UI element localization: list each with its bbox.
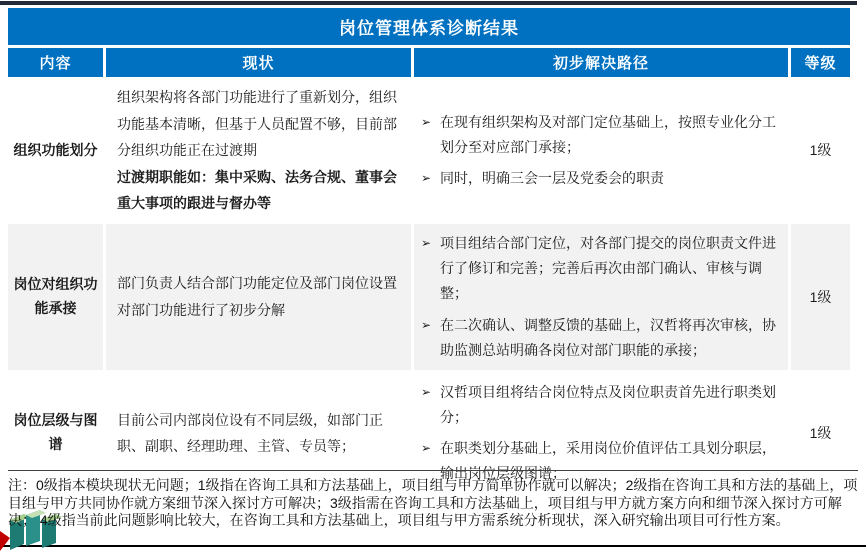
solution-cell bbox=[414, 80, 788, 221]
level-badge: 1级 bbox=[809, 142, 832, 159]
slide-bottom-rule bbox=[0, 545, 866, 547]
status-cell bbox=[106, 224, 411, 370]
table-row-position-function-mapping bbox=[8, 224, 850, 370]
row-title: 岗位层级与图谱 bbox=[13, 412, 98, 453]
row-title: 岗位对组织功能承接 bbox=[8, 224, 103, 370]
solution-item bbox=[421, 313, 782, 363]
status-text-bold: 过渡期职能如：集中采购、法务合规、董事会重大事项的跟进与督办等 bbox=[117, 168, 397, 212]
table-row-organization-function bbox=[8, 80, 850, 221]
level-badge: 1级 bbox=[791, 224, 850, 370]
solution-text: 项目组结合部门定位，对各部门提交的岗位职责文件进行了修订和完善；完善后再次由部门确认、审核与调整； bbox=[440, 234, 776, 302]
page-title: 岗位管理体系诊断结果 bbox=[8, 8, 850, 45]
status-text: 目前公司内部岗位设有不同层级，如部门正职、副职、经理助理、主管、专员等； bbox=[117, 411, 383, 455]
arrow-bullet-icon: ➢ bbox=[421, 317, 432, 332]
footnote: 注：0级指本模块现状无问题；1级指在咨询工具和方法基础上，项目组与甲方简单协作就可以解决；2级指在咨询工具和方法的基础上，项目组与甲方共同协作就方案细节深入探讨方可解决；3级指需在咨询工具和方法基础上，项目组与甲方就方案方向和细节深入探讨方可解决； 4级指当前此问题影响比较大，在咨询工具和方法基础上，项目组与甲方需系统分析现状，深入研究输出项目可行性方案。 bbox=[8, 470, 858, 530]
solution-item bbox=[421, 231, 782, 307]
solution-item bbox=[421, 166, 782, 191]
solution-text: 同时，明确三会一层及党委会的职责 bbox=[440, 170, 664, 187]
solution-text: 在二次确认、调整反馈的基础上，汉哲将再次审核，协助监测总站明确各岗位对部门职能的承接； bbox=[440, 316, 776, 358]
solution-cell bbox=[414, 224, 788, 370]
solution-text: 在职类划分基础上，采用岗位价值评估工具划分职层，输出岗位层级图谱； bbox=[440, 440, 776, 482]
slide-top-accent-bar bbox=[0, 1, 857, 5]
status-text: 组织架构将各部门功能进行了重新划分，组织功能基本清晰，但基于人员配置不够，目前部分组织功能正在过渡期 bbox=[117, 89, 397, 159]
status-text: 部门负责人结合部门功能定位及部门岗位设置对部门功能进行了初步分解 bbox=[117, 275, 397, 318]
arrow-bullet-icon: ➢ bbox=[421, 441, 432, 456]
solution-item bbox=[421, 110, 782, 160]
header-level: 等级 bbox=[791, 48, 850, 77]
header-solution: 初步解决路径 bbox=[414, 48, 788, 77]
arrow-bullet-icon: ➢ bbox=[421, 114, 432, 129]
header-status: 现状 bbox=[106, 48, 411, 77]
arrow-bullet-icon: ➢ bbox=[421, 235, 432, 250]
solution-text: 汉哲项目组将结合岗位特点及岗位职责首先进行职类划分； bbox=[440, 383, 776, 426]
diagnosis-table-slide bbox=[8, 8, 850, 497]
row-title: 组织功能划分 bbox=[13, 141, 98, 158]
arrow-bullet-icon: ➢ bbox=[421, 384, 432, 399]
level-badge: 1级 bbox=[809, 425, 832, 442]
status-cell bbox=[106, 80, 411, 221]
table-header-row bbox=[8, 48, 850, 77]
header-content: 内容 bbox=[8, 48, 103, 77]
solution-text: 在现有组织架构及对部门定位基础上，按照专业化分工划分至对应部门承接； bbox=[440, 113, 776, 155]
solution-item bbox=[421, 380, 782, 430]
arrow-bullet-icon: ➢ bbox=[421, 171, 432, 186]
